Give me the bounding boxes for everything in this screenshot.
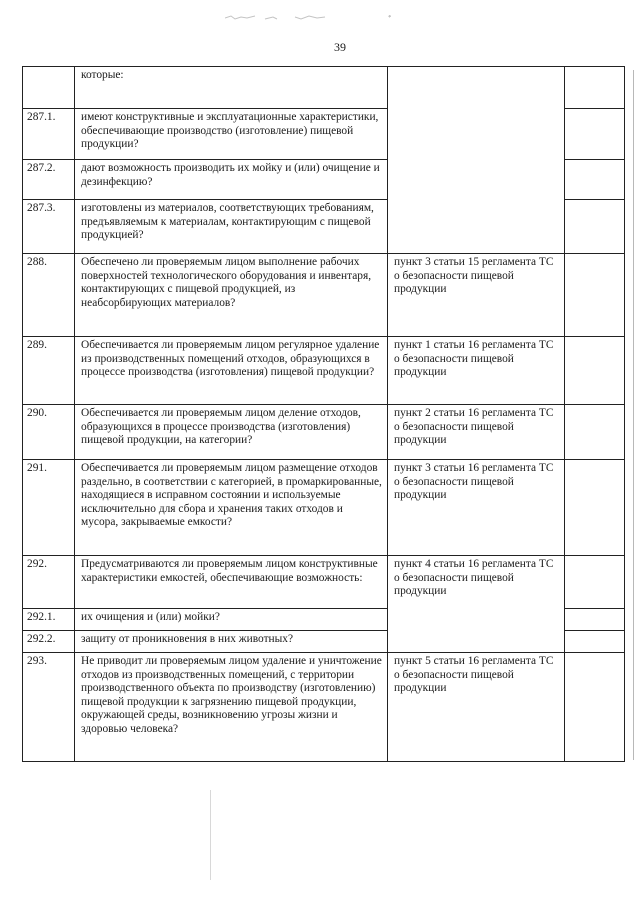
item-number: 293. bbox=[23, 653, 75, 762]
item-question: Обеспечено ли проверяемым лицом выполнение рабочих поверхностей технологического оборудования и инвентаря, контактирующих с пищевой продукцией, из неабсорбирующих материалов? bbox=[75, 254, 388, 337]
item-question: Обеспечивается ли проверяемым лицом размещение отходов раздельно, в соответствии с категорией, в промаркированные, находящиеся в исправном состоянии и используемые исключительно для сбора и хранения таких отходов и мусора, закрываемые емкости? bbox=[75, 460, 388, 556]
item-number: 292.2. bbox=[23, 631, 75, 653]
item-question: изготовлены из материалов, соответствующих требованиям, предъявляемым к материалам, контактирующим с пищевой продукцией? bbox=[75, 200, 388, 254]
item-number: 292.1. bbox=[23, 609, 75, 631]
item-reference: пункт 2 статьи 16 регламента ТС о безопасности пищевой продукции bbox=[388, 405, 565, 460]
item-question: защиту от проникновения в них животных? bbox=[75, 631, 388, 653]
item-reference: пункт 1 статьи 16 регламента ТС о безопасности пищевой продукции bbox=[388, 337, 565, 405]
item-question: Предусматриваются ли проверяемым лицом конструктивные характеристики емкостей, обеспечивающие возможность: bbox=[75, 556, 388, 609]
page-number: 39 bbox=[334, 40, 346, 54]
table-row bbox=[23, 337, 625, 405]
item-mark-cell bbox=[565, 631, 625, 653]
item-number: 289. bbox=[23, 337, 75, 405]
item-mark-cell bbox=[565, 67, 625, 109]
table-row bbox=[23, 460, 625, 556]
item-reference: пункт 5 статьи 16 регламента ТС о безопасности пищевой продукции bbox=[388, 653, 565, 762]
item-question: Не приводит ли проверяемым лицом удаление и уничтожение отходов из производственных помещений, с территории производственного объекта по производству (изготовлению) пищевой продукции к загрязнению пищевой продукции, окружающей среды, возникновению угрозы жизни и здоровью человека? bbox=[75, 653, 388, 762]
item-reference: пункт 4 статьи 16 регламента ТС о безопасности пищевой продукции bbox=[388, 556, 565, 653]
table-row bbox=[23, 67, 625, 109]
item-question: дают возможность производить их мойку и (или) очищение и дезинфекцию? bbox=[75, 160, 388, 200]
item-mark-cell bbox=[565, 160, 625, 200]
item-mark-cell bbox=[565, 405, 625, 460]
item-mark-cell bbox=[565, 460, 625, 556]
item-number bbox=[23, 67, 75, 109]
item-question: имеют конструктивные и эксплуатационные характеристики, обеспечивающие производство (изготовление) пищевой продукции? bbox=[75, 109, 388, 160]
item-number: 288. bbox=[23, 254, 75, 337]
item-question: Обеспечивается ли проверяемым лицом регулярное удаление из производственных помещений отходов, образующихся в процессе производства (изготовления) пищевой продукции? bbox=[75, 337, 388, 405]
scan-mark: ﾞ bbox=[388, 16, 393, 27]
item-question: Обеспечивается ли проверяемым лицом деление отходов, образующихся в процессе производства (изготовления) пищевой продукции, на категории? bbox=[75, 405, 388, 460]
table-row bbox=[23, 254, 625, 337]
scan-noise-mark bbox=[225, 14, 335, 22]
item-mark-cell bbox=[565, 200, 625, 254]
item-number: 291. bbox=[23, 460, 75, 556]
item-number: 287.1. bbox=[23, 109, 75, 160]
item-mark-cell bbox=[565, 337, 625, 405]
item-reference: пункт 3 статьи 16 регламента ТС о безопасности пищевой продукции bbox=[388, 460, 565, 556]
item-mark-cell bbox=[565, 609, 625, 631]
checklist-table bbox=[22, 66, 625, 762]
table-row bbox=[23, 405, 625, 460]
scan-artifact-line bbox=[210, 790, 211, 880]
table-row bbox=[23, 556, 625, 609]
scan-artifact-line bbox=[633, 70, 634, 760]
item-mark-cell bbox=[565, 653, 625, 762]
item-mark-cell bbox=[565, 109, 625, 160]
item-question: которые: bbox=[75, 67, 388, 109]
item-reference bbox=[388, 67, 565, 254]
item-question: их очищения и (или) мойки? bbox=[75, 609, 388, 631]
item-number: 290. bbox=[23, 405, 75, 460]
item-mark-cell bbox=[565, 254, 625, 337]
item-number: 287.2. bbox=[23, 160, 75, 200]
item-mark-cell bbox=[565, 556, 625, 609]
item-number: 287.3. bbox=[23, 200, 75, 254]
item-number: 292. bbox=[23, 556, 75, 609]
table-row bbox=[23, 653, 625, 762]
item-reference: пункт 3 статьи 15 регламента ТС о безопасности пищевой продукции bbox=[388, 254, 565, 337]
